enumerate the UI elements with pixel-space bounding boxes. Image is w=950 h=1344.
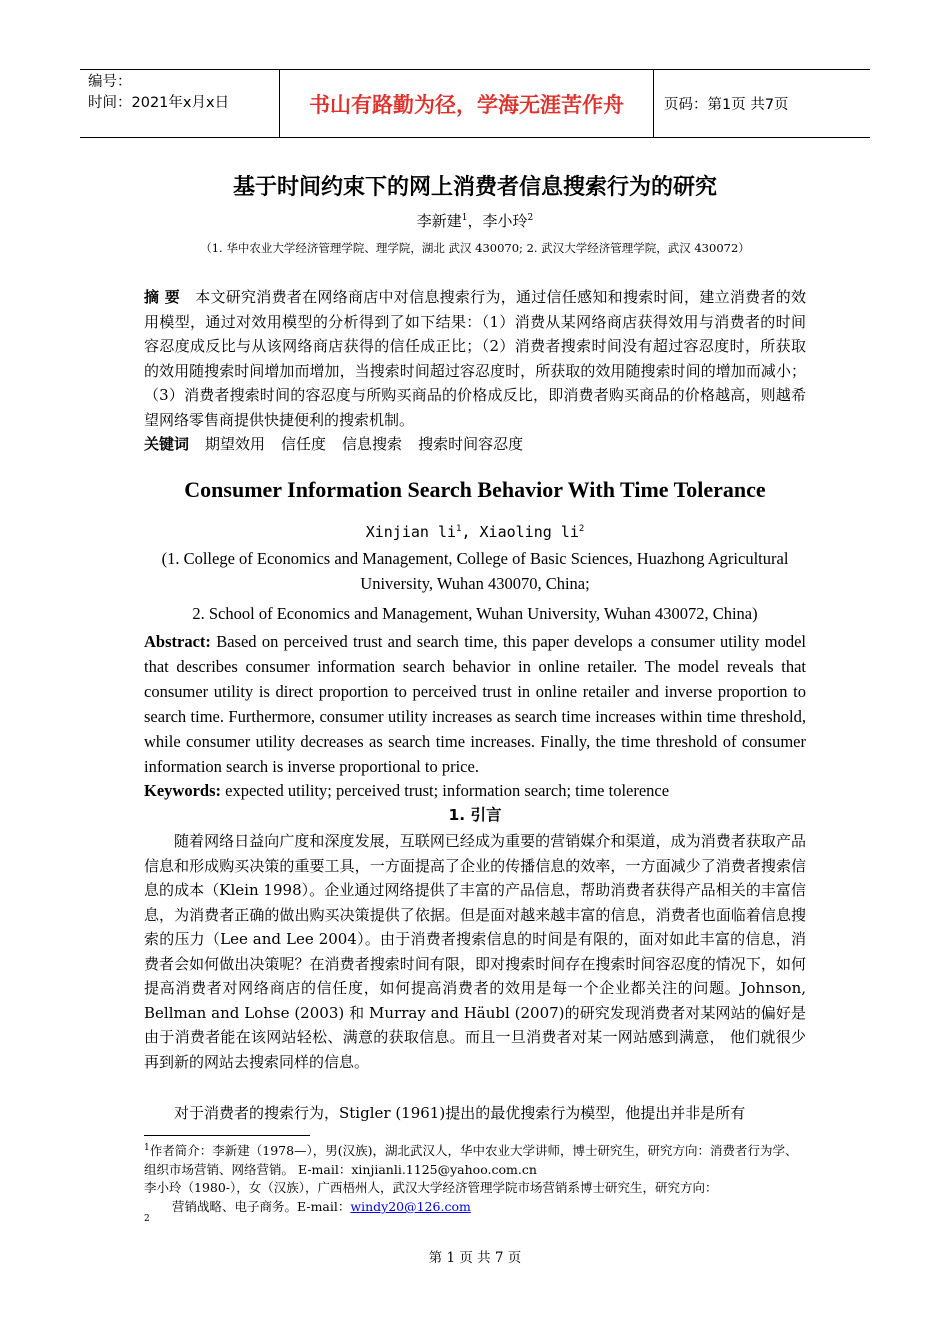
author-2-mark: 2	[527, 213, 534, 223]
footnote-2-line-2-text: 营销战略、电子商务。E-mail：	[172, 1199, 351, 1214]
keyword-term: 信息搜索	[342, 435, 403, 453]
authors-english	[0, 523, 950, 541]
author-1-en-mark: 1	[456, 524, 462, 534]
keywords-chinese	[144, 432, 806, 457]
keyword-term: 期望效用	[205, 435, 266, 453]
keyword-term: 搜索时间容忍度	[418, 435, 524, 453]
footnote-1-text: 作者简介：李新建（1978—），男(汉族)，湖北武汉人，华中农业大学讲师，博士研究生，研究方向：消费者行为学、组织市场营销、网络营销。 E-mail：xinjianli.1125@yahoo.com.cn	[144, 1143, 798, 1177]
author-1-mark: 1	[461, 213, 468, 223]
abstract-chinese	[144, 285, 806, 432]
footnote-1	[144, 1141, 806, 1179]
footnote-divider	[144, 1135, 310, 1136]
footnote-3-mark: 2	[144, 1214, 150, 1224]
email-link[interactable]: windy20@126.com	[350, 1199, 471, 1214]
header-meta	[80, 70, 280, 137]
body-paragraph: 随着网络日益向广度和深度发展，互联网已经成为重要的营销媒介和渠道，成为消费者获取产品信息和形成购买决策的重要工具，一方面提高了企业的传播信息的效率，一方面减少了消费者搜索信息的成本（Klein 1998）。企业通过网络提供了丰富的产品信息，帮助消费者获得产品相关的丰富信息，为消费者正确的做出购买决策提供了依据。但是面对越来越丰富的信息，消费者也面临着信息搜索的压力（Lee and Lee 2004）。由于消费者搜索信息的时间是有限的，面对如此丰富的信息，消费者会如何做出决策呢？在消费者搜索时间有限，即对搜索时间存在搜索时间容忍度的情况下，如何提高消费者对网络商店的信任度，如何提高消费者的效用是每一个企业都关注的问题。Johnson, Bellman and Lohse (2003) 和 Murray and Häubl (2007)的研究发现消费者对某网站的偏好是由于消费者能在该网站轻松、满意的获取信息。而且一旦消费者对某一网站感到满意， 他们就很少再到新的网站去搜索同样的信息。	[144, 832, 806, 1071]
keywords-en-label: Keywords:	[144, 781, 221, 800]
authors-chinese	[0, 210, 950, 231]
footnote-1-mark: 1	[144, 1142, 150, 1153]
footnote-2-line-1: 李小玲（1980-），女（汉族），广西梧州人，武汉大学经济管理学院市场营销系博士研究生，研究方向：	[144, 1180, 718, 1195]
title-chinese: 基于时间约束下的网上消费者信息搜索行为的研究	[232, 175, 717, 200]
author-en-separator: ,	[461, 523, 480, 541]
affiliation-chinese: （1. 华中农业大学经济管理学院、理学院，湖北 武汉 430070; 2. 武汉大学经济管理学院，武汉 430072）	[200, 241, 750, 255]
header-table	[80, 69, 870, 138]
author-1: 李新建	[416, 212, 462, 230]
author-2-en: Xiaoling li	[479, 523, 579, 541]
keyword-term: 信任度	[281, 435, 327, 453]
title-english: Consumer Information Search Behavior With Time Tolerance	[184, 477, 766, 502]
header-page-label: 页码：第1页 共7页	[664, 97, 789, 113]
keywords-english	[144, 778, 806, 803]
section-heading-introduction: 1. 引言	[448, 806, 502, 824]
number-label: 编号：	[88, 74, 132, 90]
header-motto: 书山有路勤为径，学海无涯苦作舟	[280, 70, 654, 137]
abstract-en-text: Based on perceived trust and search time, this paper develops a consumer utility model that describes consumer information search behavior in online retailer. The model reveals that consumer utility is direct proportion to perceived trust in online retailer and inverse proportion to search time. Furthermore, consumer utility increases as search time increases within time threshold, while consumer utility decreases as search time increases. Finally, the time threshold of consumer information search is inverse proportional to price.	[144, 632, 806, 776]
author-1-en: Xinjian li	[365, 523, 457, 541]
abstract-label: 摘 要	[144, 288, 181, 306]
keywords-label: 关键词	[144, 435, 190, 453]
author-2-en-mark: 2	[578, 524, 585, 534]
body-paragraph: 对于消费者的搜索行为，Stigler (1961)提出的最优搜索行为模型，他提出并非是所有	[174, 1104, 746, 1122]
abstract-en-label: Abstract:	[144, 632, 211, 651]
author-2: 李小玲	[482, 212, 528, 230]
affiliation-english-1: (1. College of Economics and Management, College of Basic Sciences, Huazhong Agricultural University, Wuhan 430070, China;	[161, 549, 789, 593]
abstract-english	[144, 629, 806, 779]
time-label: 时间：2021年x月x日	[88, 95, 230, 111]
author-separator: ，	[467, 212, 483, 230]
abstract-text: 本文研究消费者在网络商店中对信息搜索行为，通过信任感知和搜索时间，建立消费者的效用模型，通过对效用模型的分析得到了如下结果：（1）消费从某网络商店获得效用与消费者的时间容忍度成反比与从该网络商店获得的信任成正比；（2）消费者搜索时间没有超过容忍度时，所获取的效用随搜索时间增加而增加，当搜索时间超过容忍度时，所获取的效用随搜索时间的增加而减小；（3）消费者搜索时间的容忍度与所购买商品的价格成反比，即消费者购买商品的价格越高，则越希望网络零售商提供快捷便利的搜索机制。	[144, 288, 806, 429]
keywords-en-text: expected utility; perceived trust; information search; time tolerence	[221, 781, 670, 800]
page-footer: 第 1 页 共 7 页	[428, 1250, 522, 1266]
affiliation-english-2: 2. School of Economics and Management, Wuhan University, Wuhan 430072, China)	[192, 604, 758, 623]
